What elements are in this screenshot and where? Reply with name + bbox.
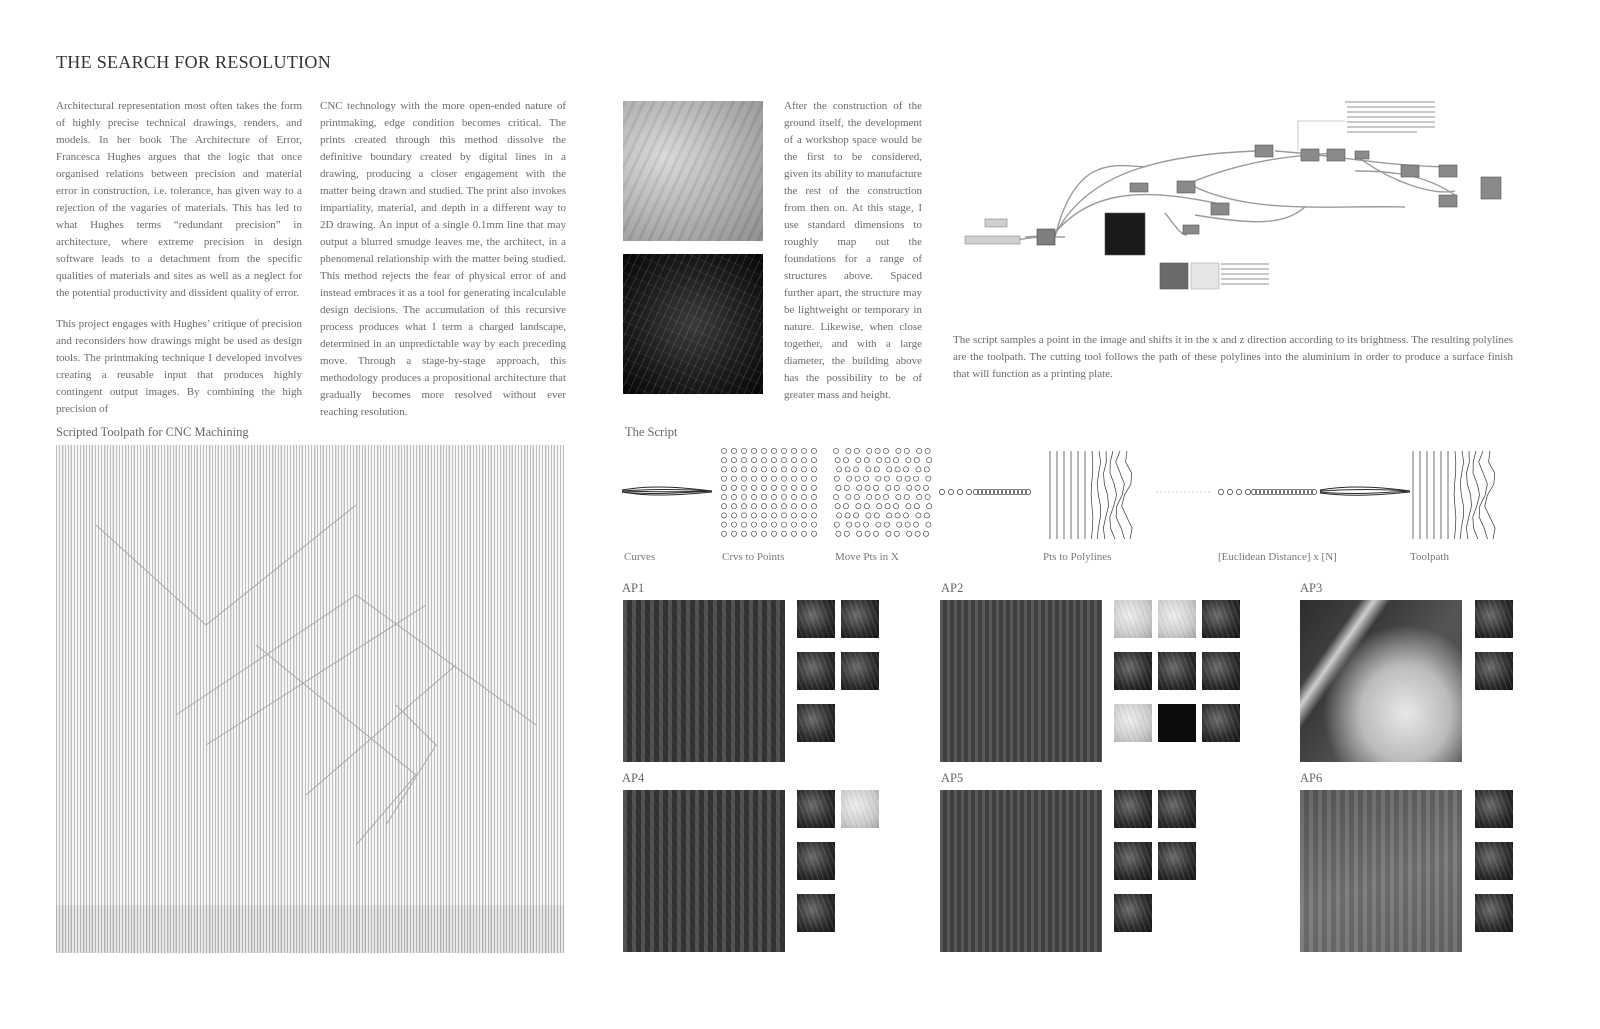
ap2-thumbnails	[1114, 600, 1244, 760]
point-marker	[846, 494, 851, 499]
point-marker	[873, 485, 878, 490]
point-marker	[811, 476, 816, 481]
point-marker	[923, 485, 928, 490]
point-marker	[801, 504, 806, 509]
point-marker	[771, 513, 776, 518]
point-marker	[903, 513, 908, 518]
point-marker	[924, 467, 929, 472]
point-marker	[791, 476, 796, 481]
point-marker	[741, 531, 746, 536]
point-marker	[939, 489, 944, 494]
ap3-print	[1300, 600, 1462, 762]
step-label-curves: Curves	[624, 551, 656, 563]
point-marker	[781, 467, 786, 472]
point-marker	[721, 467, 726, 472]
site-photo-dark	[623, 254, 763, 394]
point-marker	[791, 467, 796, 472]
thumbnail	[1475, 790, 1513, 828]
point-marker	[843, 504, 848, 509]
point-marker	[741, 485, 746, 490]
thumbnail	[841, 790, 879, 828]
point-marker	[801, 494, 806, 499]
thumbnail	[1475, 894, 1513, 932]
point-marker	[741, 513, 746, 518]
thumbnail	[797, 790, 835, 828]
point-marker	[847, 522, 852, 527]
point-marker	[948, 489, 953, 494]
point-marker	[791, 513, 796, 518]
point-marker	[741, 467, 746, 472]
script-section-label: The Script	[625, 425, 678, 439]
point-marker	[801, 458, 806, 463]
point-marker	[791, 494, 796, 499]
point-marker	[886, 485, 891, 490]
point-marker	[863, 476, 868, 481]
point-marker	[731, 504, 736, 509]
point-marker	[855, 522, 860, 527]
point-marker	[721, 494, 726, 499]
point-marker	[721, 531, 726, 536]
point-marker	[781, 458, 786, 463]
script-description: The script samples a point in the image and shifts it in the x and z direction according to its brightness. The resulting polylines are the toolpath. The cutting tool follows the path of these polylines into the aluminium in order to produce a surface finish that will function as a printing plate.	[953, 334, 1513, 380]
point-marker	[801, 476, 806, 481]
thumbnail	[1158, 600, 1196, 638]
point-marker	[761, 494, 766, 499]
thumbnail	[797, 652, 835, 690]
point-marker	[751, 531, 756, 536]
ap3-thumbnails	[1475, 600, 1515, 700]
point-marker	[904, 448, 909, 453]
point-marker	[843, 458, 848, 463]
point-marker	[751, 476, 756, 481]
point-marker	[781, 448, 786, 453]
ap4-print	[623, 790, 785, 952]
point-marker	[731, 494, 736, 499]
point-marker	[761, 458, 766, 463]
point-marker	[875, 448, 880, 453]
polyline	[1103, 451, 1108, 539]
point-marker	[771, 467, 776, 472]
point-marker	[771, 485, 776, 490]
point-marker	[914, 458, 919, 463]
ap5-thumbnails	[1114, 790, 1204, 950]
step-curves	[622, 487, 712, 495]
thumbnail	[1114, 894, 1152, 932]
point-marker	[731, 467, 736, 472]
point-marker	[844, 485, 849, 490]
point-marker	[1236, 489, 1241, 494]
thumbnail	[1158, 704, 1196, 742]
panel-label-ap6: AP6	[1300, 771, 1323, 785]
thumbnail	[1158, 790, 1196, 828]
step-moved-points	[833, 448, 931, 536]
point-marker	[927, 458, 932, 463]
point-marker	[883, 448, 888, 453]
point-marker	[721, 458, 726, 463]
site-photo-light	[623, 101, 763, 241]
point-marker	[761, 467, 766, 472]
point-marker	[731, 531, 736, 536]
thumbnail	[1158, 842, 1196, 880]
thumbnail	[797, 894, 835, 932]
point-marker	[966, 489, 971, 494]
point-marker	[741, 494, 746, 499]
text-column-1	[56, 98, 302, 432]
polyline	[1473, 451, 1480, 539]
point-marker	[811, 513, 816, 518]
toolpath-image	[56, 445, 564, 953]
ap1-print	[623, 600, 785, 762]
point-marker	[924, 513, 929, 518]
point-marker	[883, 494, 888, 499]
polyline	[1116, 451, 1125, 539]
point-marker	[721, 448, 726, 453]
point-marker	[923, 531, 928, 536]
point-marker	[721, 485, 726, 490]
point-marker	[916, 513, 921, 518]
point-marker	[857, 531, 862, 536]
point-marker	[721, 476, 726, 481]
point-marker	[835, 504, 840, 509]
point-marker	[761, 522, 766, 527]
point-marker	[854, 494, 859, 499]
polyline	[1122, 451, 1132, 539]
point-marker	[913, 476, 918, 481]
ap6-thumbnails	[1475, 790, 1515, 950]
point-marker	[917, 448, 922, 453]
thumbnail	[1202, 704, 1240, 742]
point-marker	[771, 476, 776, 481]
point-marker	[721, 513, 726, 518]
point-marker	[781, 476, 786, 481]
paragraph: This project engages with Hughes’ critique of precision and reconsiders how drawings might be used as design tools. The printmaking technique I developed involves creating a reusable input that produces highly contingent output images. By combining the high precision of	[56, 318, 302, 415]
point-marker	[893, 504, 898, 509]
point-marker	[761, 531, 766, 536]
point-marker	[751, 458, 756, 463]
point-marker	[811, 494, 816, 499]
panel-label-ap5: AP5	[941, 771, 964, 785]
script-steps-diagram	[620, 445, 1515, 545]
point-marker	[926, 476, 931, 481]
point-marker	[914, 504, 919, 509]
point-marker	[897, 476, 902, 481]
paragraph: After the construction of the ground itself, the development of a workshop space would be the first to be considered, given its ability to manufacture the rest of the construction from then on. At this stage, I use standard dimensions to roughly map out the foundations for a range of structures above. Spaced further apart, the structure may be lightweight or temporary in nature. Likewise, when close together, and with a large diameter, the building above has the possibility to be of greater mass and height.	[784, 100, 922, 401]
point-marker	[896, 494, 901, 499]
point-marker	[761, 476, 766, 481]
point-marker	[876, 476, 881, 481]
point-marker	[811, 448, 816, 453]
point-marker	[761, 485, 766, 490]
thumbnail	[1114, 790, 1152, 828]
point-marker	[957, 489, 962, 494]
step-label-pts-to-polylines: Pts to Polylines	[1043, 551, 1112, 563]
point-marker	[916, 467, 921, 472]
polyline	[1454, 451, 1456, 539]
point-marker	[874, 513, 879, 518]
point-marker	[811, 485, 816, 490]
grasshopper-script-diagram	[955, 95, 1515, 305]
point-marker	[751, 467, 756, 472]
point-marker	[866, 513, 871, 518]
ap2-print	[940, 600, 1102, 762]
point-marker	[887, 513, 892, 518]
point-marker	[1218, 489, 1223, 494]
point-marker	[741, 522, 746, 527]
point-marker	[761, 513, 766, 518]
point-marker	[894, 531, 899, 536]
point-marker	[1245, 489, 1250, 494]
point-marker	[885, 504, 890, 509]
thumbnail	[1114, 704, 1152, 742]
point-marker	[791, 448, 796, 453]
point-marker	[791, 531, 796, 536]
point-marker	[845, 513, 850, 518]
point-marker	[835, 458, 840, 463]
ap1-thumbnails	[797, 600, 887, 760]
point-marker	[801, 513, 806, 518]
point-marker	[791, 522, 796, 527]
thumbnail	[1202, 600, 1240, 638]
step-label-toolpath: Toolpath	[1410, 551, 1449, 563]
point-marker	[915, 485, 920, 490]
polyline	[1460, 451, 1463, 539]
point-marker	[857, 485, 862, 490]
point-marker	[906, 504, 911, 509]
point-marker	[895, 513, 900, 518]
point-marker	[751, 504, 756, 509]
point-marker	[751, 522, 756, 527]
point-marker	[876, 522, 881, 527]
point-marker	[903, 467, 908, 472]
point-marker	[771, 448, 776, 453]
point-marker	[837, 513, 842, 518]
polyline	[1466, 451, 1471, 539]
point-marker	[917, 494, 922, 499]
point-marker	[884, 476, 889, 481]
polyline	[1479, 451, 1488, 539]
thumbnail	[1158, 652, 1196, 690]
point-marker	[856, 504, 861, 509]
point-marker	[834, 476, 839, 481]
point-marker	[801, 531, 806, 536]
point-marker	[801, 522, 806, 527]
text-column-2	[320, 98, 566, 435]
point-marker	[731, 522, 736, 527]
point-marker	[926, 522, 931, 527]
point-marker	[897, 522, 902, 527]
point-marker	[927, 504, 932, 509]
point-marker	[741, 448, 746, 453]
point-marker	[731, 513, 736, 518]
panel-label-ap1: AP1	[622, 581, 645, 595]
point-marker	[895, 467, 900, 472]
point-marker	[771, 494, 776, 499]
panel-label-ap3: AP3	[1300, 581, 1323, 595]
point-marker	[791, 504, 796, 509]
page-title: THE SEARCH FOR RESOLUTION	[56, 52, 332, 72]
point-marker	[801, 467, 806, 472]
point-marker	[877, 458, 882, 463]
point-marker	[781, 494, 786, 499]
point-marker	[751, 513, 756, 518]
ap5-print	[940, 790, 1102, 952]
point-marker	[915, 531, 920, 536]
thumbnail	[1114, 600, 1152, 638]
thumbnail	[797, 704, 835, 742]
point-marker	[845, 467, 850, 472]
point-marker	[731, 476, 736, 481]
ap4-thumbnails	[797, 790, 887, 950]
thumbnail	[1114, 842, 1152, 880]
point-marker	[721, 504, 726, 509]
polyline	[1097, 451, 1100, 539]
point-marker	[741, 458, 746, 463]
point-marker	[865, 531, 870, 536]
step-points-row	[939, 489, 1030, 494]
step-label-move-pts: Move Pts in X	[835, 551, 899, 563]
polyline	[1485, 451, 1495, 539]
point-marker	[867, 494, 872, 499]
point-marker	[801, 448, 806, 453]
point-marker	[811, 467, 816, 472]
point-marker	[771, 458, 776, 463]
point-marker	[867, 448, 872, 453]
point-marker	[781, 513, 786, 518]
point-marker	[751, 448, 756, 453]
point-marker	[833, 494, 838, 499]
point-marker	[866, 467, 871, 472]
thumbnail	[841, 652, 879, 690]
thumbnail	[1475, 842, 1513, 880]
paragraph: Architectural representation most often takes the form of highly precise technical drawings, renders, and models. In her book The Architecture of Error, Francesca Hughes argues that the logic that once organised relations between precision and material error in construction, i.e. tolerance, has given way to a rejection of the vagaries of materials. This has led to what Hughes terms “redundant precision” in architecture, where extreme precision in design software leads to a detachment from the specific qualities of materials and sites as well as a neglect for the potential productivity and dissident quality of error.	[56, 100, 302, 299]
thumbnail	[1475, 652, 1513, 690]
point-marker	[781, 485, 786, 490]
panel-label-ap4: AP4	[622, 771, 645, 785]
panel-label-ap2: AP2	[941, 581, 964, 595]
step-polylines	[1050, 451, 1132, 539]
point-marker	[856, 458, 861, 463]
point-marker	[811, 458, 816, 463]
point-marker	[886, 531, 891, 536]
point-marker	[781, 522, 786, 527]
paragraph: CNC technology with the more open-ended nature of printmaking, edge condition becomes critical. The prints created through this method dissolve the definitive boundary created by digital lines in a drawing, producing a closer engagement with the matter being drawn and studied. The print also invokes impartiality, material, and depth in a different way to 2D drawing. An input of a single 0.1mm line that may output a blurred smudge leaves me, the architect, in a phenomenal relationship with the matter being studied. This method rejects the fear of physical error of and instead embraces it as a tool for generating incalculable design decisions. The accumulation of this recursive process produces what I term a charged landscape, determined in an unpredictable way by each preceding move. Through a stage-by-stage approach, this methodology produces a propositional architecture that gradually becomes more resolved without ever reaching resolution.	[320, 100, 566, 418]
ap6-print	[1300, 790, 1462, 952]
toolpath-section-label: Scripted Toolpath for CNC Machining	[56, 425, 249, 439]
point-marker	[863, 522, 868, 527]
point-marker	[864, 458, 869, 463]
step-points-row-2	[1218, 489, 1316, 494]
thumbnail	[1202, 652, 1240, 690]
point-marker	[761, 504, 766, 509]
step-curves-2	[1320, 487, 1410, 495]
point-marker	[836, 531, 841, 536]
point-marker	[925, 494, 930, 499]
point-marker	[781, 531, 786, 536]
point-marker	[771, 531, 776, 536]
point-marker	[751, 494, 756, 499]
point-marker	[864, 504, 869, 509]
point-marker	[855, 476, 860, 481]
point-marker	[853, 467, 858, 472]
point-marker	[731, 485, 736, 490]
point-marker	[884, 522, 889, 527]
point-marker	[907, 485, 912, 490]
point-marker	[853, 513, 858, 518]
point-marker	[873, 531, 878, 536]
point-marker	[905, 522, 910, 527]
point-marker	[751, 485, 756, 490]
point-marker	[875, 494, 880, 499]
point-marker	[781, 504, 786, 509]
point-marker	[865, 485, 870, 490]
point-marker	[907, 531, 912, 536]
point-marker	[731, 448, 736, 453]
step-toolpath	[1413, 451, 1495, 539]
point-marker	[836, 485, 841, 490]
point-marker	[1227, 489, 1232, 494]
point-marker	[731, 458, 736, 463]
text-column-3	[784, 98, 922, 418]
point-marker	[847, 476, 852, 481]
point-marker	[1311, 489, 1316, 494]
point-marker	[885, 458, 890, 463]
thumbnail	[797, 600, 835, 638]
point-marker	[913, 522, 918, 527]
point-marker	[894, 485, 899, 490]
point-marker	[887, 467, 892, 472]
point-marker	[905, 476, 910, 481]
thumbnail	[1475, 600, 1513, 638]
point-marker	[721, 522, 726, 527]
step-points-grid	[721, 448, 816, 536]
point-marker	[837, 467, 842, 472]
point-marker	[791, 485, 796, 490]
point-marker	[874, 467, 879, 472]
polyline	[1110, 451, 1117, 539]
point-marker	[771, 522, 776, 527]
step-label-euclidean: [Euclidean Distance] x [N]	[1218, 551, 1337, 563]
toolpath-pattern	[56, 445, 564, 953]
point-marker	[801, 485, 806, 490]
point-marker	[893, 458, 898, 463]
step-label-crvs-to-points: Crvs to Points	[722, 551, 785, 563]
point-marker	[811, 531, 816, 536]
point-marker	[896, 448, 901, 453]
point-marker	[741, 476, 746, 481]
point-marker	[925, 448, 930, 453]
point-marker	[741, 504, 746, 509]
point-marker	[811, 504, 816, 509]
thumbnail	[841, 600, 879, 638]
point-marker	[1025, 489, 1030, 494]
point-marker	[846, 448, 851, 453]
point-marker	[877, 504, 882, 509]
point-marker	[761, 448, 766, 453]
point-marker	[811, 522, 816, 527]
point-marker	[834, 522, 839, 527]
point-marker	[771, 504, 776, 509]
point-marker	[791, 458, 796, 463]
point-marker	[833, 448, 838, 453]
thumbnail	[797, 842, 835, 880]
thumbnail	[1114, 652, 1152, 690]
point-marker	[904, 494, 909, 499]
polyline	[1091, 451, 1093, 539]
point-marker	[906, 458, 911, 463]
point-marker	[854, 448, 859, 453]
point-marker	[844, 531, 849, 536]
